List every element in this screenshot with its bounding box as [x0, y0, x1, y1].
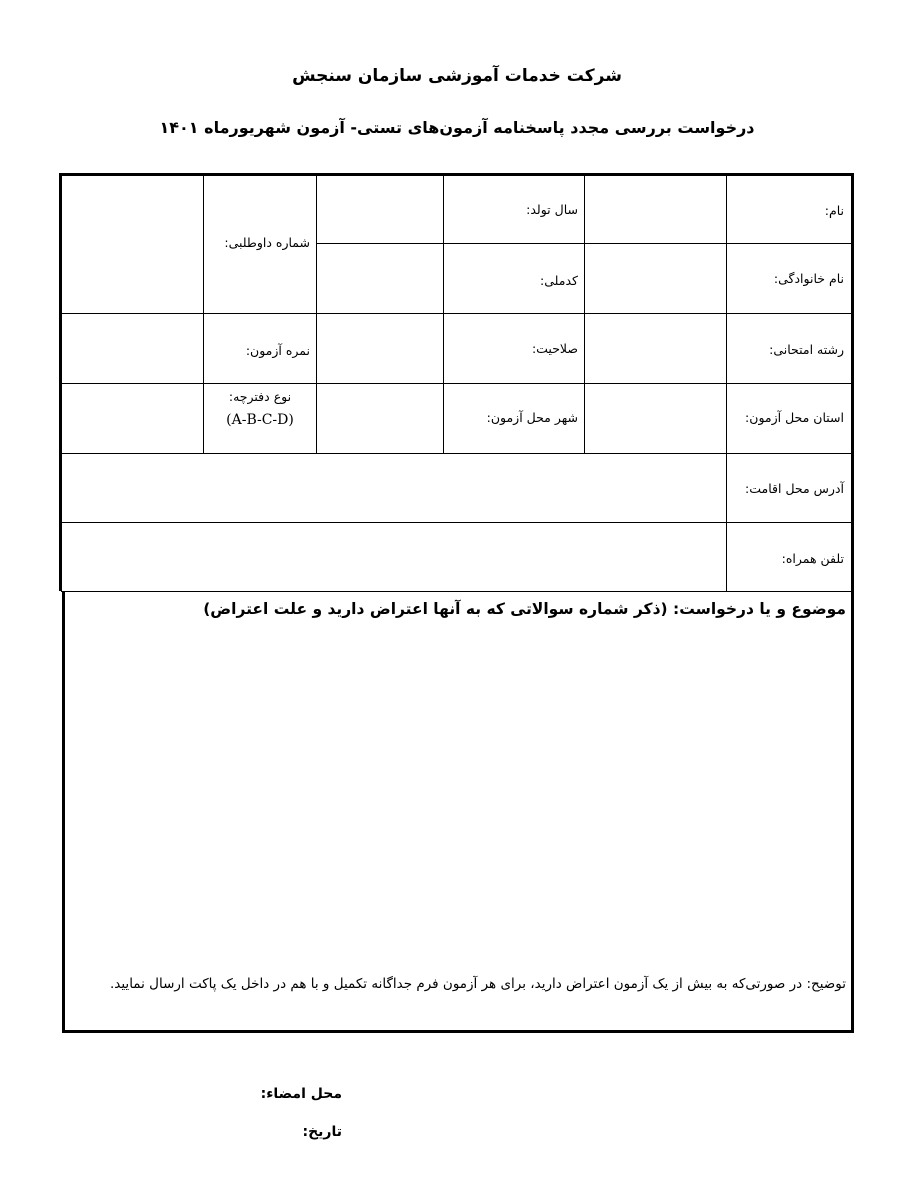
qualification-label: صلاحیت: [531, 341, 578, 356]
family-name-label: نام خانوادگی: [773, 271, 844, 286]
exam-score-label: نمره آزمون: [245, 343, 310, 358]
exam-city-label: شهر محل آزمون: [486, 410, 578, 425]
birth-year-label: سال تولد: [526, 202, 578, 217]
address-label: آدرس محل اقامت: [745, 481, 844, 496]
explanation-note: توضیح: در صورتی‌که به بیش از یک آزمون اعتراض دارید، برای هر آزمون فرم جداگانه تکمیل و با هم در داخل یک پاکت ارسال نمایید. [109, 976, 846, 992]
request-heading: موضوع و یا درخواست: (ذکر شماره سوالاتی که به آنها اعتراض دارید و علت اعتراض) [203, 600, 846, 618]
date-label: تاریخ: [302, 1124, 342, 1140]
national-code-label: کدملی: [540, 273, 578, 288]
form-subtitle: درخواست بررسی مجدد پاسخنامه آزمون‌های تستی- آزمون شهریورماه ۱۴۰۱ [159, 118, 755, 137]
booklet-type-label: نوع دفترچه: [228, 389, 292, 404]
name-label: نام: [824, 203, 844, 218]
signature-label: محل امضاء: [260, 1086, 342, 1102]
organization-title: شرکت خدمات آموزشی سازمان سنجش [292, 66, 622, 86]
booklet-options: (A-B-C-D) [226, 412, 294, 428]
candidate-number-label: شماره داوطلبی: [224, 235, 310, 250]
exam-field-label: رشته امتحانی: [769, 342, 844, 357]
mobile-label: تلفن همراه: [781, 551, 844, 566]
exam-province-label: استان محل آزمون: [745, 410, 844, 425]
